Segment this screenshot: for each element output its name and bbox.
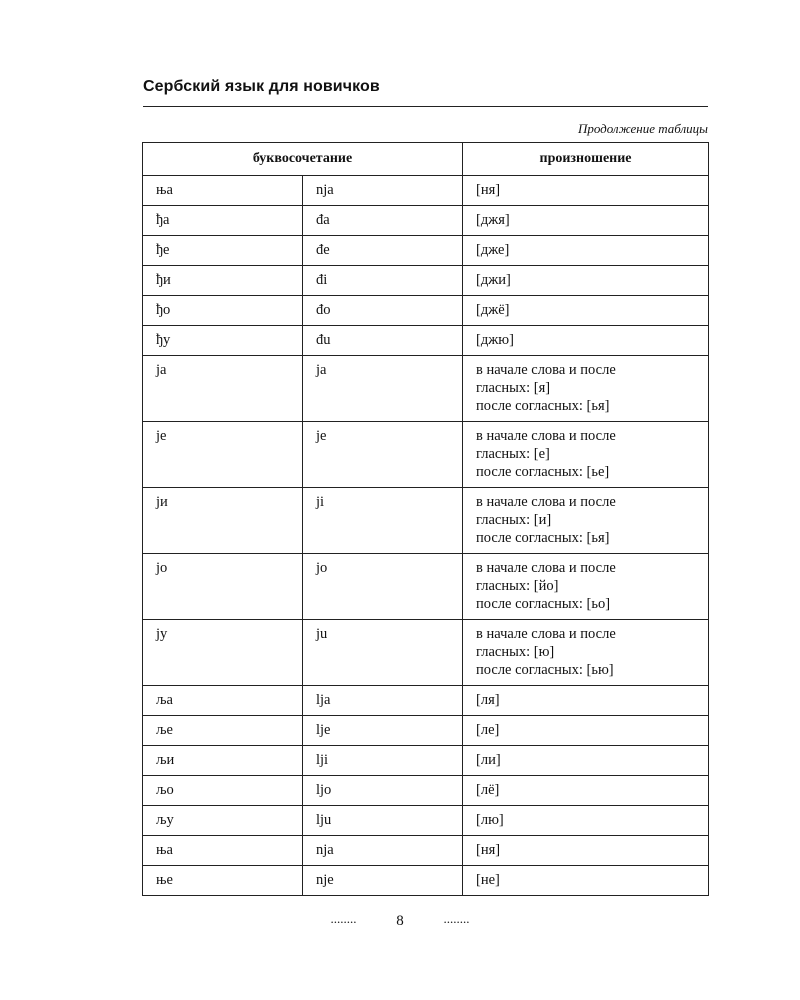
- cell-cyrillic: ђе: [143, 236, 303, 266]
- page-footer: [0, 911, 800, 930]
- pronunciation-line: [лю]: [476, 812, 504, 828]
- table-row: [143, 266, 709, 296]
- cell-pronunciation: [463, 356, 709, 422]
- pronunciation-line: [джю]: [476, 332, 514, 348]
- cell-cyrillic: јо: [143, 554, 303, 620]
- table-continuation-note: Продолжение таблицы: [577, 121, 708, 136]
- cell-pronunciation: [463, 296, 709, 326]
- table-row: [143, 422, 709, 488]
- cell-pronunciation: [463, 620, 709, 686]
- cell-pronunciation: [463, 806, 709, 836]
- pronunciation-line: гласных: [е]: [476, 446, 550, 462]
- footer-left-dots: ........: [330, 911, 357, 926]
- cell-cyrillic: ња: [143, 836, 303, 866]
- table-row: [143, 488, 709, 554]
- table-row: [143, 776, 709, 806]
- table-row: [143, 326, 709, 356]
- cell-latin: lja: [303, 686, 463, 716]
- cell-pronunciation: [463, 488, 709, 554]
- table-row: [143, 716, 709, 746]
- cell-cyrillic: ђи: [143, 266, 303, 296]
- table-row: [143, 356, 709, 422]
- cell-pronunciation: [463, 716, 709, 746]
- pronunciation-line: в начале слова и после: [476, 494, 616, 510]
- cell-cyrillic: љи: [143, 746, 303, 776]
- cell-latin: jo: [303, 554, 463, 620]
- pronunciation-line: [джи]: [476, 272, 511, 288]
- column-header-pronunciation: произношение: [463, 143, 709, 176]
- cell-pronunciation: [463, 836, 709, 866]
- pronunciation-line: после согласных: [ьо]: [476, 596, 611, 612]
- cell-cyrillic: ђа: [143, 206, 303, 236]
- table-row: [143, 866, 709, 896]
- cell-latin: ji: [303, 488, 463, 554]
- cell-latin: đa: [303, 206, 463, 236]
- cell-latin: lju: [303, 806, 463, 836]
- cell-latin: nja: [303, 176, 463, 206]
- table-row: [143, 554, 709, 620]
- table-row: [143, 620, 709, 686]
- column-header-letter-combination: буквосочетание: [143, 143, 463, 176]
- cell-cyrillic: ју: [143, 620, 303, 686]
- pronunciation-line: [дже]: [476, 242, 510, 258]
- pronunciation-line: [ля]: [476, 692, 500, 708]
- footer-right-dots: ........: [443, 911, 470, 926]
- table-row: [143, 236, 709, 266]
- table-row: [143, 176, 709, 206]
- cell-pronunciation: [463, 206, 709, 236]
- cell-latin: je: [303, 422, 463, 488]
- cell-cyrillic: ња: [143, 176, 303, 206]
- pronunciation-line: в начале слова и после: [476, 428, 616, 444]
- pronunciation-line: после согласных: [ья]: [476, 398, 610, 414]
- cell-pronunciation: [463, 776, 709, 806]
- pronunciation-line: гласных: [ю]: [476, 644, 555, 660]
- cell-latin: đu: [303, 326, 463, 356]
- header-divider: [143, 106, 708, 107]
- cell-latin: ja: [303, 356, 463, 422]
- cell-pronunciation: [463, 746, 709, 776]
- pronunciation-line: [не]: [476, 872, 500, 888]
- cell-latin: lji: [303, 746, 463, 776]
- table-row: [143, 806, 709, 836]
- pronunciation-line: [ня]: [476, 842, 501, 858]
- table-row: [143, 836, 709, 866]
- pronunciation-line: в начале слова и после: [476, 362, 616, 378]
- cell-cyrillic: је: [143, 422, 303, 488]
- pronunciation-line: [ли]: [476, 752, 501, 768]
- cell-latin: lje: [303, 716, 463, 746]
- page-number: 8: [396, 913, 404, 929]
- page-header-title: Сербский язык для новичков: [143, 78, 380, 95]
- pronunciation-line: гласных: [йо]: [476, 578, 559, 594]
- cell-latin: nja: [303, 836, 463, 866]
- cell-pronunciation: [463, 326, 709, 356]
- table-header-row: [143, 143, 709, 176]
- table-row: [143, 686, 709, 716]
- pronunciation-line: после согласных: [ье]: [476, 464, 610, 480]
- cell-latin: ljo: [303, 776, 463, 806]
- pronunciation-table: [142, 142, 709, 896]
- cell-pronunciation: [463, 236, 709, 266]
- cell-cyrillic: љу: [143, 806, 303, 836]
- cell-cyrillic: ја: [143, 356, 303, 422]
- table-row: [143, 206, 709, 236]
- pronunciation-line: после согласных: [ья]: [476, 530, 610, 546]
- cell-cyrillic: ње: [143, 866, 303, 896]
- pronunciation-line: гласных: [и]: [476, 512, 552, 528]
- cell-cyrillic: ђо: [143, 296, 303, 326]
- cell-cyrillic: ља: [143, 686, 303, 716]
- cell-cyrillic: ље: [143, 716, 303, 746]
- cell-latin: đo: [303, 296, 463, 326]
- cell-pronunciation: [463, 866, 709, 896]
- pronunciation-line: гласных: [я]: [476, 380, 551, 396]
- pronunciation-line: после согласных: [ью]: [476, 662, 614, 678]
- pronunciation-line: [джё]: [476, 302, 510, 318]
- table-row: [143, 296, 709, 326]
- pronunciation-line: в начале слова и после: [476, 560, 616, 576]
- pronunciation-line: [ня]: [476, 182, 501, 198]
- pronunciation-line: в начале слова и после: [476, 626, 616, 642]
- cell-cyrillic: ђу: [143, 326, 303, 356]
- cell-pronunciation: [463, 554, 709, 620]
- pronunciation-line: [лё]: [476, 782, 500, 798]
- cell-pronunciation: [463, 176, 709, 206]
- pronunciation-line: [ле]: [476, 722, 500, 738]
- cell-latin: đi: [303, 266, 463, 296]
- cell-cyrillic: љо: [143, 776, 303, 806]
- cell-latin: ju: [303, 620, 463, 686]
- cell-cyrillic: ји: [143, 488, 303, 554]
- table-row: [143, 746, 709, 776]
- cell-latin: nje: [303, 866, 463, 896]
- cell-pronunciation: [463, 266, 709, 296]
- pronunciation-line: [джя]: [476, 212, 510, 228]
- cell-pronunciation: [463, 422, 709, 488]
- cell-pronunciation: [463, 686, 709, 716]
- cell-latin: đe: [303, 236, 463, 266]
